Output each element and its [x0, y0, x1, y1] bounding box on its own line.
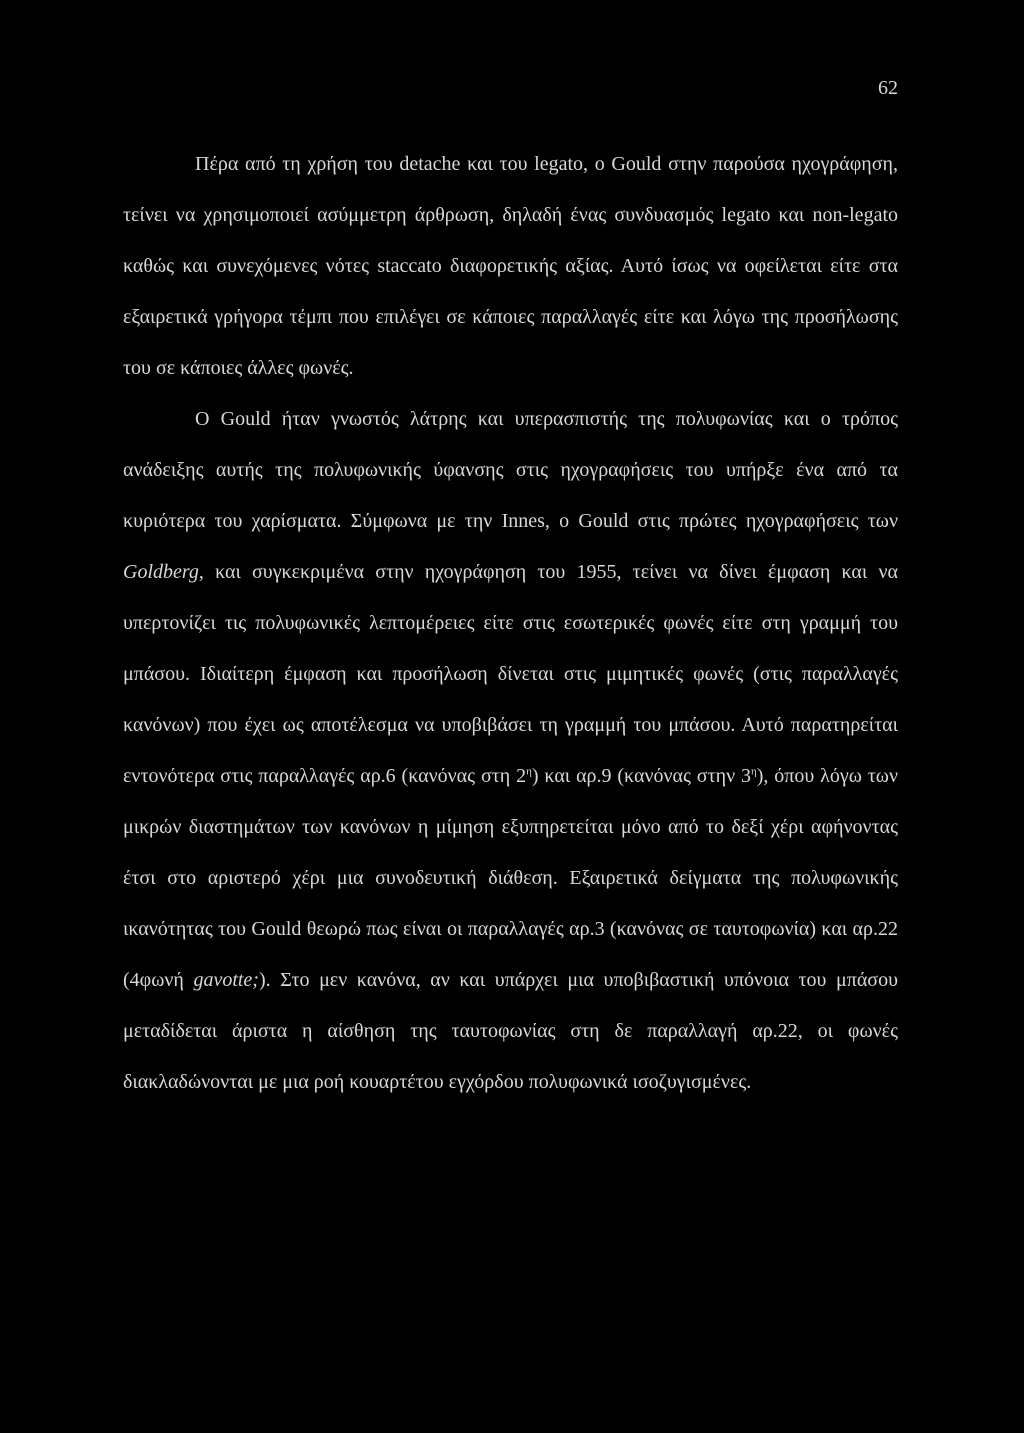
paragraph-2-text: , και συγκεκριμένα στην ηχογράφηση του 1955, τείνει να δίνει έμφαση και να υπερτονίζει τις πολυφωνικές λεπτομέρειες είτε στις εσωτερικές φωνές είτε στη γραμμή του μπάσου. Ιδιαίτερη έμφαση και προσήλωση δίνεται στις μιμητικές φωνές (στις παραλλαγές κανόνων) που έχει ως αποτέλεσμα να υποβιβάσει τη γραμμή του μπάσου. Αυτό παρατηρείται εντονότερα στις παραλλαγές αρ.6 (κανόνας στη 2: [123, 561, 898, 787]
ordinal-superscript: η: [751, 765, 757, 778]
italic-title-goldberg: Goldberg: [123, 561, 199, 583]
paragraph-2-text: ). Στο μεν κανόνα, αν και υπάρχει μια υποβιβαστική υπόνοια του μπάσου μεταδίδεται άριστα η αίσθηση της ταυτοφωνίας στη δε παραλλαγή αρ.22, οι φωνές διακλαδώνονται με μια ροή κουαρτέτου εγχόρδου πολυφωνικά ισοζυγισμένες.: [123, 969, 898, 1093]
ordinal-superscript: η: [526, 765, 532, 778]
italic-term-gavotte: gavotte;: [193, 969, 259, 991]
paragraph-1-text: Πέρα από τη χρήση του detache και του legato, ο Gould στην παρούσα ηχογράφηση, τείνει να χρησιμοποιεί ασύμμετρη άρθρωση, δηλαδή ένας συνδυασμός legato και non-legato καθώς και συνεχόμενες νότες staccato διαφορετικής αξίας. Αυτό ίσως να οφείλεται είτε στα εξαιρετικά γρήγορα τέμπι που επιλέγει σε κάποιες παραλλαγές είτε και λόγω της προσήλωσης του σε κάποιες άλλες φωνές.: [123, 153, 898, 379]
body-text: [123, 139, 898, 1108]
paragraph-1: [123, 139, 898, 394]
paragraph-2-text: ) και αρ.9 (κανόνας στην 3: [531, 765, 751, 787]
paragraph-2-text: Ο Gould ήταν γνωστός λάτρης και υπερασπιστής της πολυφωνίας και ο τρόπος ανάδειξης αυτής της πολυφωνικής ύφανσης στις ηχογραφήσεις του υπήρξε ένα από τα κυριότερα του χαρίσματα. Σύμφωνα με την Innes, ο Gould στις πρώτες ηχογραφήσεις των: [123, 408, 898, 532]
paragraph-2-text: ), όπου λόγω των μικρών διαστημάτων των κανόνων η μίμηση εξυπηρετείται μόνο από το δεξί χέρι αφήνοντας έτσι στο αριστερό χέρι μια συνοδευτική διάθεση. Εξαιρετικά δείγματα της πολυφωνικής ικανότητας του Gould θεωρώ πως είναι οι παραλλαγές αρ.3 (κανόνας σε ταυτοφωνία) και αρ.22 (4φωνή: [123, 765, 898, 991]
page-number: 62: [878, 77, 898, 99]
paragraph-2: [123, 394, 898, 1108]
